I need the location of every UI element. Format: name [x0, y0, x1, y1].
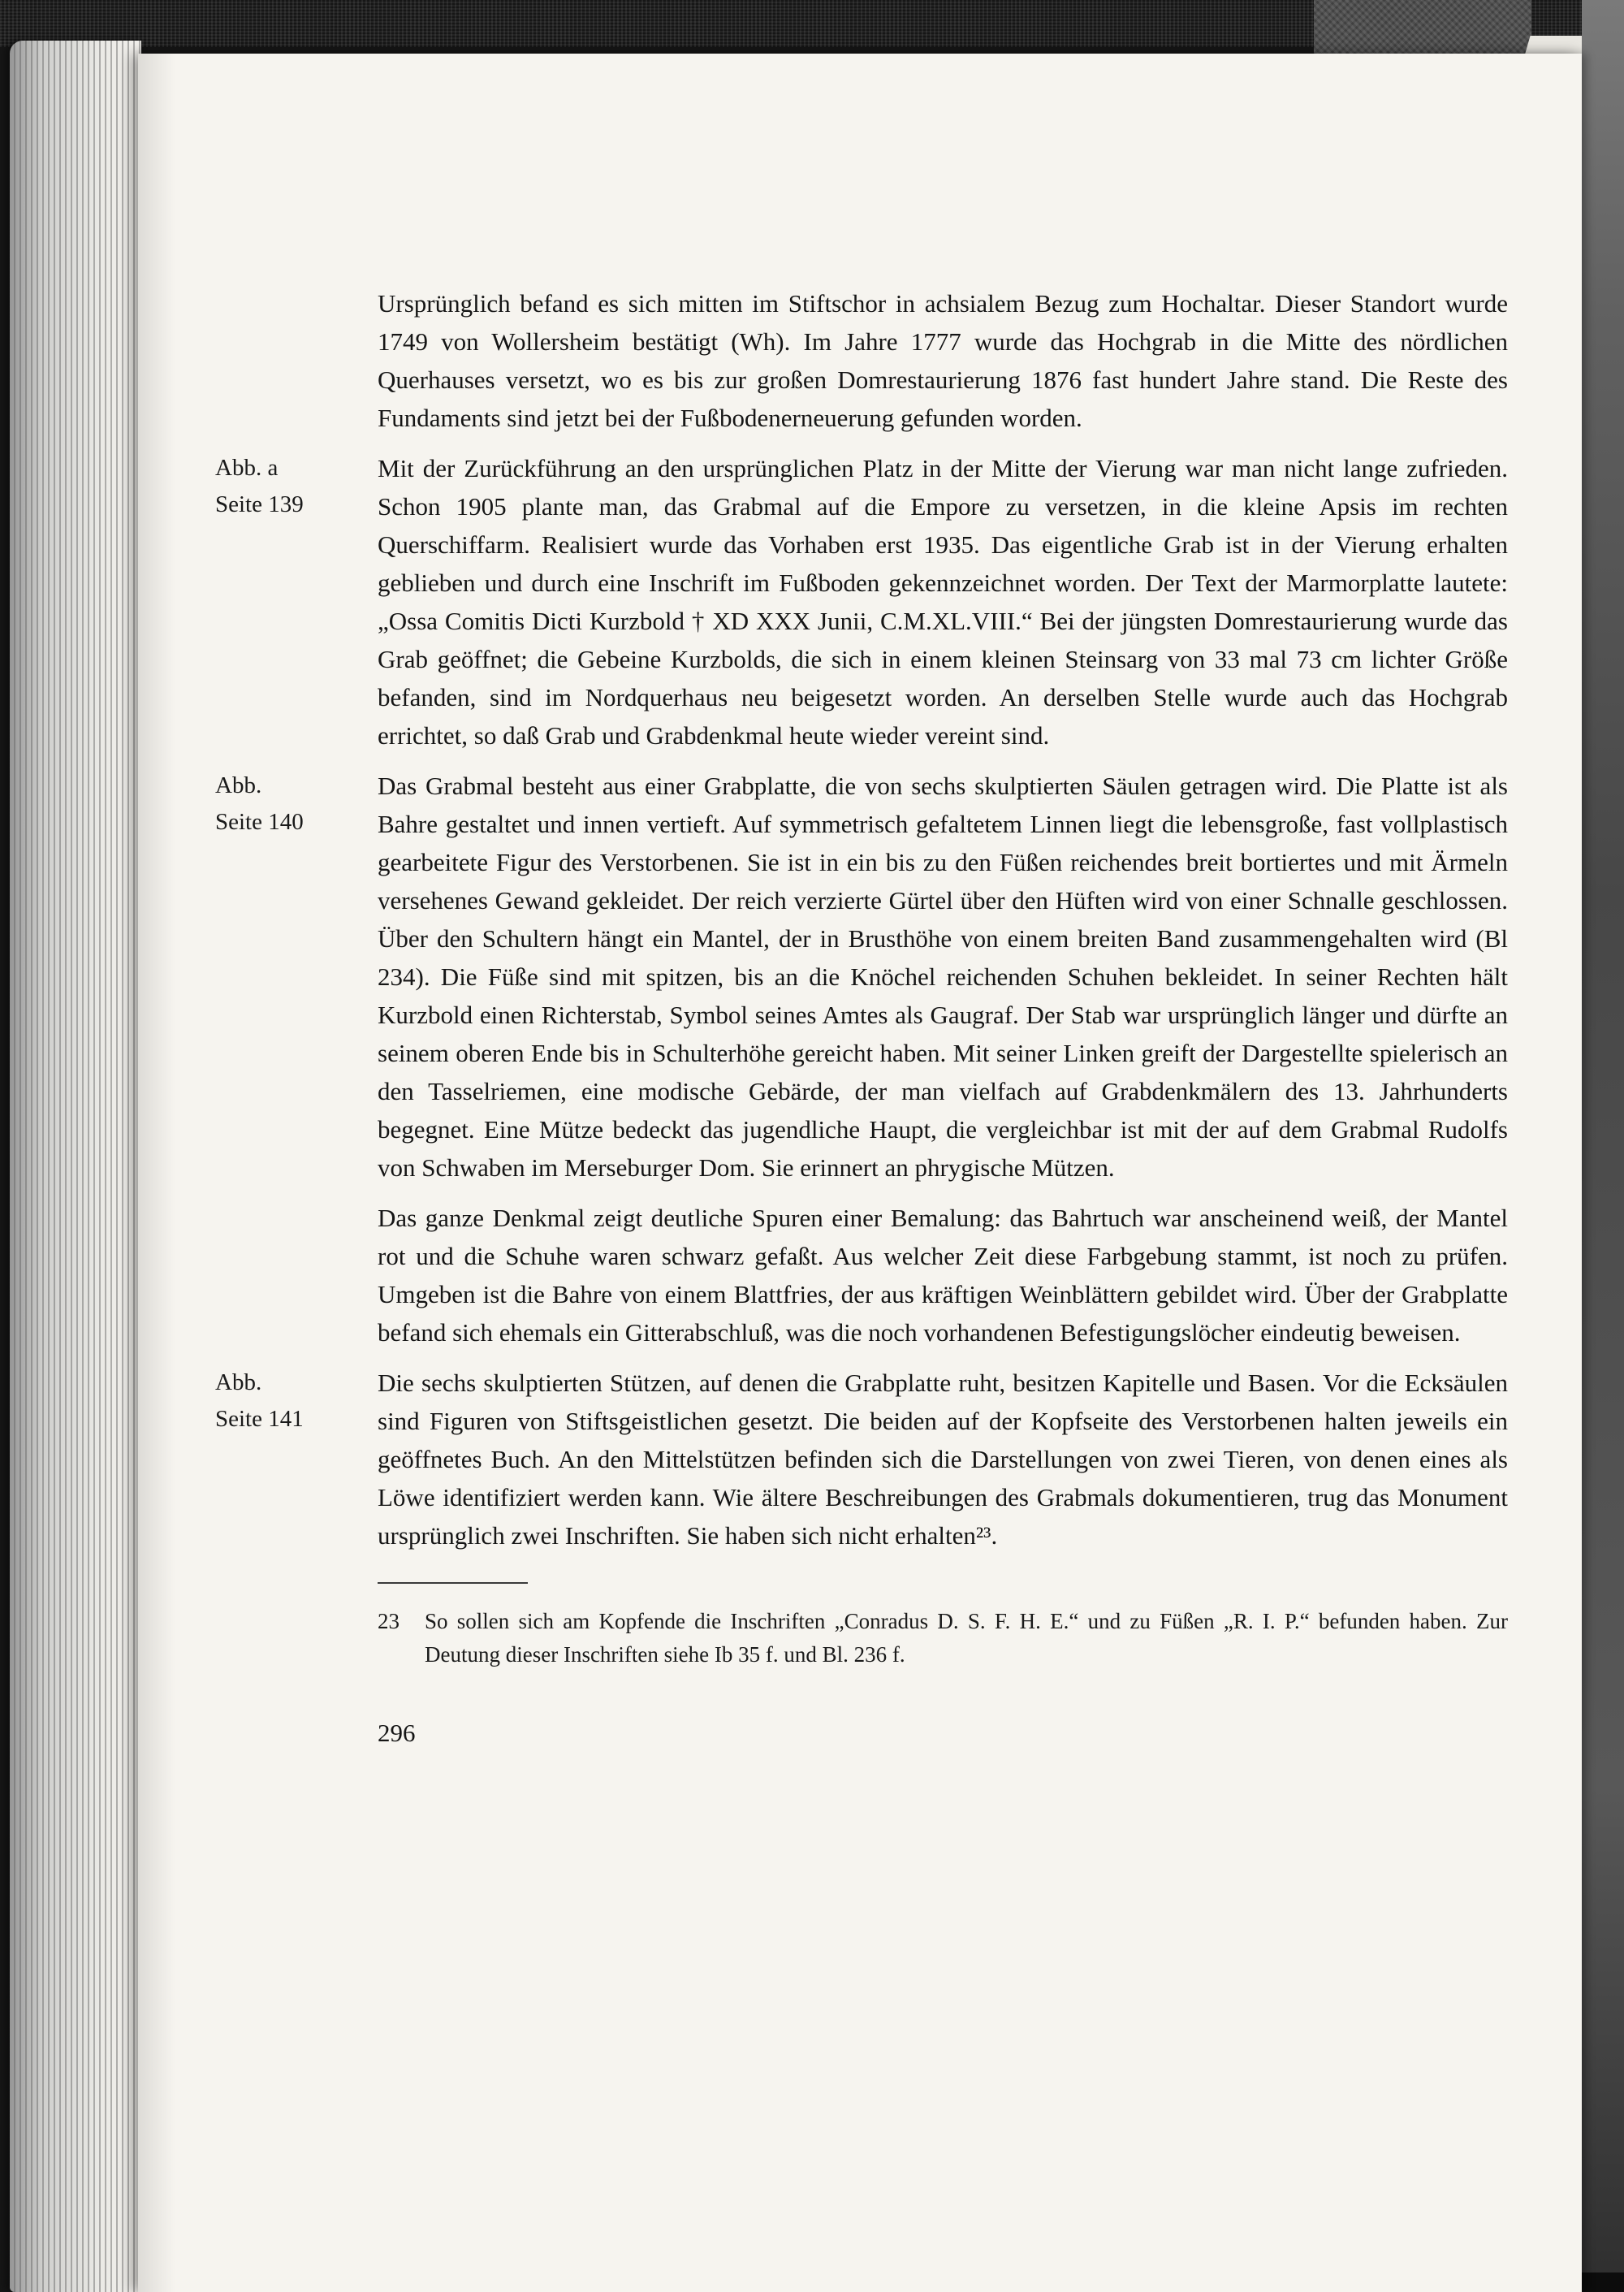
page-number: 296 — [378, 1719, 416, 1747]
book-cover-right-edge — [1582, 0, 1624, 2292]
footnote-number: 23 — [378, 1609, 400, 1633]
margin-note — [215, 767, 378, 1187]
margin-note-line: Seite 139 — [215, 491, 304, 517]
margin-note-line: Abb. a — [215, 455, 279, 481]
paragraph-section — [215, 284, 1508, 437]
margin-note — [215, 284, 378, 437]
body-paragraph: Das Grabmal besteht aus einer Grabplatte, die von sechs skulptierten Säulen getragen wird. Die Platte ist als Bahre gestaltet und innen vertieft. Auf symmetrisch gefaltetem Linnen liegt die lebensgroße, fast vollplastisch gearbeitete Figur des Verstorbenen. Sie ist in ein bis zu den Füßen reichendes breit bortiertes und mit Ärmeln versehenes Gewand gekleidet. Der reich verzierte Gürtel über den Hüften wird von einer Schnalle geschlossen. Über den Schultern hängt ein Mantel, der in Brusthöhe von einem breiten Band zusammengehalten wird (Bl 234). Die Füße sind mit spitzen, bis an die Knöchel reichenden Schuhen bekleidet. In seiner Rechten hält Kurzbold einen Richterstab, Symbol seines Amtes als Gaugraf. Der Stab war ursprünglich länger und dürfte an seinem oberen Ende bis in Schulterhöhe gereicht haben. Mit seiner Linken greift der Dargestellte spielerisch an den Tasselriemen, eine modische Gebärde, der man vielfach auf Grabdenkmälern des 13. Jahrhunderts begegnet. Eine Mütze bedeckt das jugendliche Haupt, die vergleichbar ist mit der auf dem Grabmal Rudolfs von Schwaben im Merseburger Dom. Sie erinnert an phrygische Mützen. — [378, 772, 1508, 1182]
body-paragraph: Das ganze Denkmal zeigt deutliche Spuren einer Bemalung: das Bahrtuch war anscheinend weiß, der Mantel rot und die Schuhe waren schwarz gefaßt. Aus welcher Zeit diese Farbgebung stammt, ist noch zu prüfen. Umgeben ist die Bahre von einem Blattfries, der aus kräftigen Weinblättern gebildet wird. Über der Grabplatte befand sich ehemals ein Gitterabschluß, was die noch vorhandenen Befestigungslöcher eindeutig beweisen. — [378, 1204, 1508, 1347]
paragraph-section — [215, 767, 1508, 1187]
scanned-page — [138, 54, 1582, 2292]
body-paragraph: Die sechs skulptierten Stützen, auf denen die Grabplatte ruht, besitzen Kapitelle und Basen. Vor die Ecksäulen sind Figuren von Stiftsgeistlichen gesetzt. Die beiden auf der Kopfseite des Verstorbenen halten jeweils ein geöffnetes Buch. An den Mittelstützen befinden sich die Darstellungen von zwei Tieren, von denen eines als Löwe identifiziert werden kann. Wie ältere Beschreibungen des Grabmals dokumentieren, trug das Monument ursprünglich zwei Inschriften. Sie haben sich nicht erhalten²³. — [378, 1369, 1508, 1550]
margin-note — [215, 449, 378, 755]
margin-note — [215, 1199, 378, 1351]
footnote — [378, 1605, 1508, 1671]
body-paragraph: Mit der Zurückführung an den ursprünglichen Platz in der Mitte der Vierung war man nicht lange zufrieden. Schon 1905 plante man, das Grabmal auf die Empore zu versetzen, in die kleine Apsis im rechten Querschiffarm. Realisiert wurde das Vorhaben erst 1935. Das eigentliche Grab ist in der Vierung erhalten geblieben und durch eine Inschrift im Fußboden gekennzeichnet worden. Der Text der Marmorplatte lautete: „Ossa Comitis Dicti Kurzbold † XD XXX Junii, C.M.XL.VIII.“ Bei der jüngsten Domrestaurierung wurde das Grab geöffnet; die Gebeine Kurzbolds, die sich in einem kleinen Steinsarg von 33 mal 73 cm lichter Größe befanden, sind im Nordquerhaus neu beigesetzt worden. An derselben Stelle wurde auch das Hochgrab errichtet, so daß Grab und Grabdenkmal heute wieder vereint sind. — [378, 454, 1508, 750]
margin-note-line: Seite 140 — [215, 809, 304, 835]
paragraph-section — [215, 1364, 1508, 1555]
footnote-text: So sollen sich am Kopfende die Inschriften „Conradus D. S. F. H. E.“ und zu Füßen „R. I. P.“ befunden haben. Zur Deutung dieser Inschriften siehe Ib 35 f. und Bl. 236 f. — [425, 1609, 1508, 1667]
margin-note-line: Seite 141 — [215, 1406, 304, 1432]
text-block — [215, 284, 1508, 1748]
margin-note-line: Abb. — [215, 1369, 262, 1395]
paragraph-section — [215, 449, 1508, 755]
page-edges-stack — [10, 41, 141, 2292]
body-paragraph: Ursprünglich befand es sich mitten im Stiftschor in achsialem Bezug zum Hochaltar. Dieser Standort wurde 1749 von Wollersheim bestätigt (Wh). Im Jahre 1777 wurde das Hochgrab in die Mitte des nördlichen Querhauses versetzt, wo es bis zur großen Domrestaurierung 1876 fast hundert Jahre stand. Die Reste des Fundaments sind jetzt bei der Fußbodenerneuerung gefunden worden. — [378, 289, 1508, 432]
footnote-separator-rule — [378, 1582, 528, 1584]
gutter-shadow — [138, 54, 175, 2292]
paragraph-section — [215, 1199, 1508, 1351]
margin-note — [215, 1364, 378, 1555]
margin-note-line: Abb. — [215, 772, 262, 798]
footnote-block — [378, 1582, 1508, 1671]
